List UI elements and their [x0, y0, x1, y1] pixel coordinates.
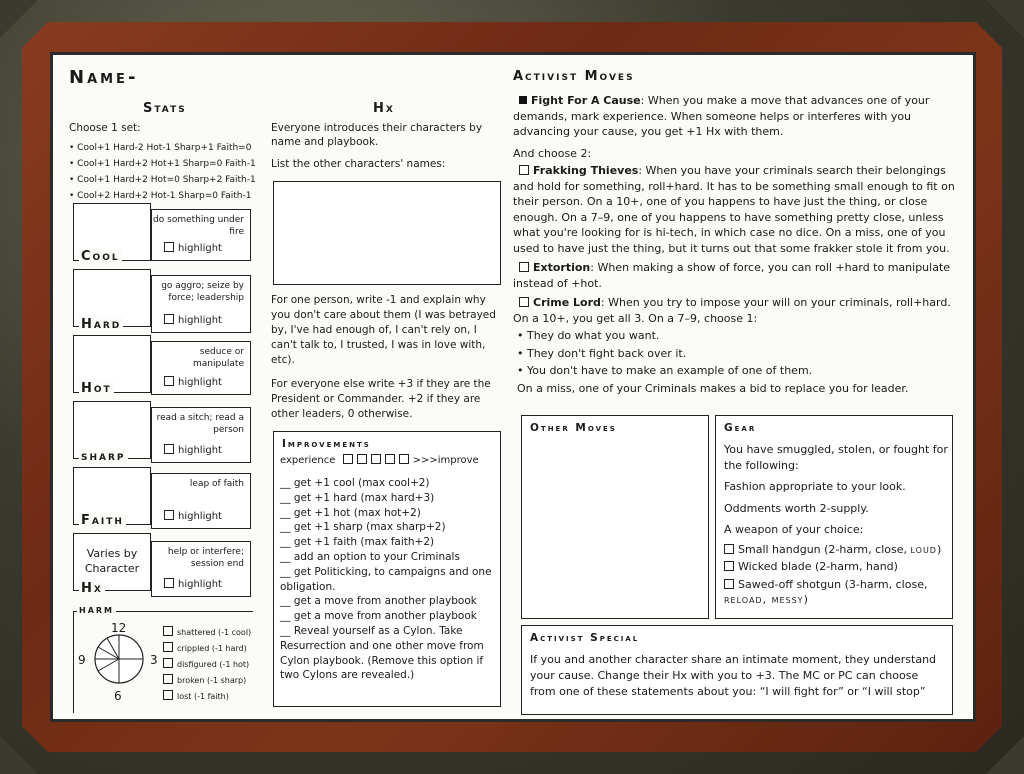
- gear-title: Gear: [724, 422, 757, 434]
- improvement-item[interactable]: __ get +1 faith (max faith+2): [280, 536, 435, 549]
- stat-set-4[interactable]: • Cool+2 Hard+2 Hot-1 Sharp=0 Faith-1: [69, 191, 252, 201]
- stat-hot-label: Hot: [81, 381, 112, 396]
- checkbox-icon[interactable]: [519, 165, 529, 175]
- moves-title: Activist Moves: [513, 69, 635, 84]
- move-extortion[interactable]: Extortion: When making a show of force, you can roll +hard to manipulate instead of +hot.: [513, 261, 951, 290]
- gear-fashion: Fashion appropriate to your look.: [724, 480, 906, 493]
- improvement-item[interactable]: __ get +1 cool (max cool+2): [280, 477, 430, 489]
- gear-weapon-shotgun[interactable]: Sawed-off shotgun (3-harm, close, reload, messy): [724, 577, 928, 606]
- harm-clock-12: 12: [111, 621, 127, 635]
- checkbox-icon[interactable]: [164, 242, 174, 252]
- character-sheet: [50, 52, 976, 722]
- stat-hard-desc: go aggro; seize by force; leadership highlight: [151, 275, 251, 333]
- crime-option: • They do what you want.: [517, 329, 660, 342]
- exp-box[interactable]: [399, 454, 409, 464]
- stat-sharp-highlight[interactable]: highlight: [164, 444, 222, 456]
- gear-weapon-blade[interactable]: Wicked blade (2-harm, hand): [724, 559, 950, 575]
- improvement-item[interactable]: __ Reveal yourself as a Cylon. Take Resurrection and one other move from Cylon playbook. (Remove this option if two Cylons are revealed.): [280, 624, 484, 682]
- harm-item[interactable]: shattered (-1 cool): [163, 625, 251, 641]
- improvement-item[interactable]: __ get a move from another playbook: [280, 595, 477, 608]
- gear-box: [715, 415, 953, 619]
- stats-title: Stats: [143, 101, 187, 116]
- stat-hx-desc: help or interfere; session end highlight: [151, 541, 251, 597]
- stat-hx-varies: Varies by Character: [84, 547, 140, 575]
- checkbox-icon[interactable]: [164, 444, 174, 454]
- gear-weapon-handgun[interactable]: Small handgun (2-harm, close, loud): [724, 542, 950, 558]
- checkbox-icon[interactable]: [724, 579, 734, 589]
- checkbox-icon[interactable]: [724, 561, 734, 571]
- harm-title: harm: [79, 603, 115, 616]
- checkbox-icon[interactable]: [164, 376, 174, 386]
- move-crime-lord[interactable]: Crime Lord: When you try to impose your will on your criminals, roll+hard. On a 10+, you get all 3. On a 7–9, choose 1:: [513, 296, 951, 325]
- stat-faith-label: Faith: [81, 513, 124, 528]
- checkbox-icon[interactable]: [164, 314, 174, 324]
- hx-names-box[interactable]: [273, 181, 501, 285]
- stat-sharp-desc: read a sitch; read a person highlight: [151, 407, 251, 463]
- improvement-item[interactable]: __ get Politicking, to campaigns and one obligation.: [280, 565, 492, 593]
- exp-box[interactable]: [357, 454, 367, 464]
- crime-miss: On a miss, one of your Criminals makes a bid to replace you for leader.: [517, 381, 909, 395]
- stat-hard-label: Hard: [81, 317, 122, 332]
- special-title: Activist Special: [530, 632, 640, 644]
- stat-cool-desc: do something under fire highlight: [151, 209, 251, 261]
- moves-body: [513, 93, 961, 396]
- checkbox-icon[interactable]: [164, 510, 174, 520]
- improvements-box: [273, 431, 501, 707]
- stat-hx-label: Hx: [81, 581, 103, 596]
- checkbox-icon[interactable]: [519, 262, 529, 272]
- moves-choose2: And choose 2:: [513, 146, 592, 160]
- exp-box[interactable]: [385, 454, 395, 464]
- harm-item[interactable]: disfigured (-1 hot): [163, 657, 251, 673]
- improvement-item[interactable]: __ get a move from another playbook: [280, 610, 477, 623]
- gear-list: [724, 442, 950, 608]
- move-fight-for-a-cause[interactable]: Fight For A Cause: When you make a move that advances one of your demands, mark experience. When someone helps or interferes with you advancing your cause, you get +1 Hx with them.: [513, 94, 930, 138]
- other-moves-title: Other Moves: [530, 422, 617, 434]
- crime-option: • You don't have to make an example of one of them.: [517, 364, 813, 377]
- hx-one-person: For one person, write -1 and explain why you don't care about them (I was betrayed by, I've had enough of, I can't rely on, I can't talk to, I trusted, I was in love with, etc).: [271, 294, 496, 366]
- checkbox-icon[interactable]: [164, 578, 174, 588]
- hx-title: Hx: [373, 101, 395, 116]
- special-box: [521, 625, 953, 715]
- stat-set-1[interactable]: • Cool+1 Hard-2 Hot-1 Sharp+1 Faith=0: [69, 143, 252, 153]
- harm-list: [163, 625, 251, 705]
- stat-hard-highlight[interactable]: highlight: [164, 314, 222, 326]
- exp-box[interactable]: [343, 454, 353, 464]
- gear-intro: You have smuggled, stolen, or fought for the following:: [724, 443, 948, 472]
- name-label: Name-: [69, 67, 139, 88]
- checked-box-icon[interactable]: [519, 96, 527, 104]
- hx-list-label: List the other characters' names:: [271, 158, 446, 170]
- stat-sharp-label: sharp: [81, 449, 126, 464]
- hx-everyone-else: For everyone else write +3 if they are the President or Commander. +2 if they are other leaders, 0 otherwise.: [271, 378, 491, 420]
- stat-set-2[interactable]: • Cool+1 Hard+2 Hot+1 Sharp=0 Faith-1: [69, 159, 256, 169]
- gear-oddments: Oddments worth 2-supply.: [724, 501, 869, 515]
- improvements-title: Improvements: [282, 438, 371, 450]
- harm-clock-9: 9: [78, 653, 86, 667]
- stats-choose: Choose 1 set:: [69, 122, 141, 134]
- checkbox-icon[interactable]: [519, 297, 529, 307]
- harm-item[interactable]: crippled (-1 hard): [163, 641, 251, 657]
- hx-intro: Everyone introduces their characters by name and playbook.: [271, 122, 483, 148]
- other-moves-box[interactable]: [521, 415, 709, 619]
- improvement-item[interactable]: __ get +1 sharp (max sharp+2): [280, 521, 446, 534]
- special-text: If you and another character share an intimate moment, they understand your cause. Change their Hx with you to +3. The MC or PC can choose from one of these statements about you: “I will fight for” or “I will stop”: [530, 653, 937, 698]
- improvement-item[interactable]: __ get +1 hot (max hot+2): [280, 506, 421, 519]
- harm-clock-3: 3: [150, 653, 158, 667]
- stat-cool-label: Cool: [81, 249, 120, 264]
- harm-item[interactable]: lost (-1 faith): [163, 689, 251, 705]
- stat-set-3[interactable]: • Cool+1 Hard+2 Hot=0 Sharp+2 Faith-1: [69, 175, 256, 185]
- stat-faith-desc: leap of faith highlight: [151, 473, 251, 529]
- harm-item[interactable]: broken (-1 sharp): [163, 673, 251, 689]
- stat-hx-highlight[interactable]: highlight: [164, 578, 222, 590]
- gear-weapon-label: A weapon of your choice:: [724, 523, 864, 536]
- stat-cool-highlight[interactable]: highlight: [164, 242, 222, 254]
- stats-sets: [69, 140, 256, 204]
- exp-box[interactable]: [371, 454, 381, 464]
- harm-clock-icon[interactable]: [89, 629, 149, 689]
- stat-hot-desc: seduce or manipulate highlight: [151, 341, 251, 395]
- stat-hot-highlight[interactable]: highlight: [164, 376, 222, 388]
- improvement-item[interactable]: __ add an option to your Criminals: [280, 550, 460, 563]
- improvement-item[interactable]: __ get +1 hard (max hard+3): [280, 491, 435, 504]
- stat-faith-highlight[interactable]: highlight: [164, 510, 222, 522]
- move-frakking-thieves[interactable]: Frakking Thieves: When you have your criminals search their belongings and hold for something, roll+hard. It has to be something small enough to fit on their person. On a 10+, one of you happens to have just the thing, or close enough. On a 7–9, one of you happens to have something pretty close, unless what you're looking for is hi-tech, in which case no dice. On a miss, one of you used to have just the thing, but it turns out that some frakker stole it from you.: [513, 164, 955, 255]
- checkbox-icon[interactable]: [724, 544, 734, 554]
- improvements-list: [280, 476, 494, 683]
- experience-track: experience >>>improve: [280, 455, 479, 466]
- crime-option: • They don't fight back over it.: [517, 346, 687, 360]
- harm-clock-6: 6: [114, 689, 122, 703]
